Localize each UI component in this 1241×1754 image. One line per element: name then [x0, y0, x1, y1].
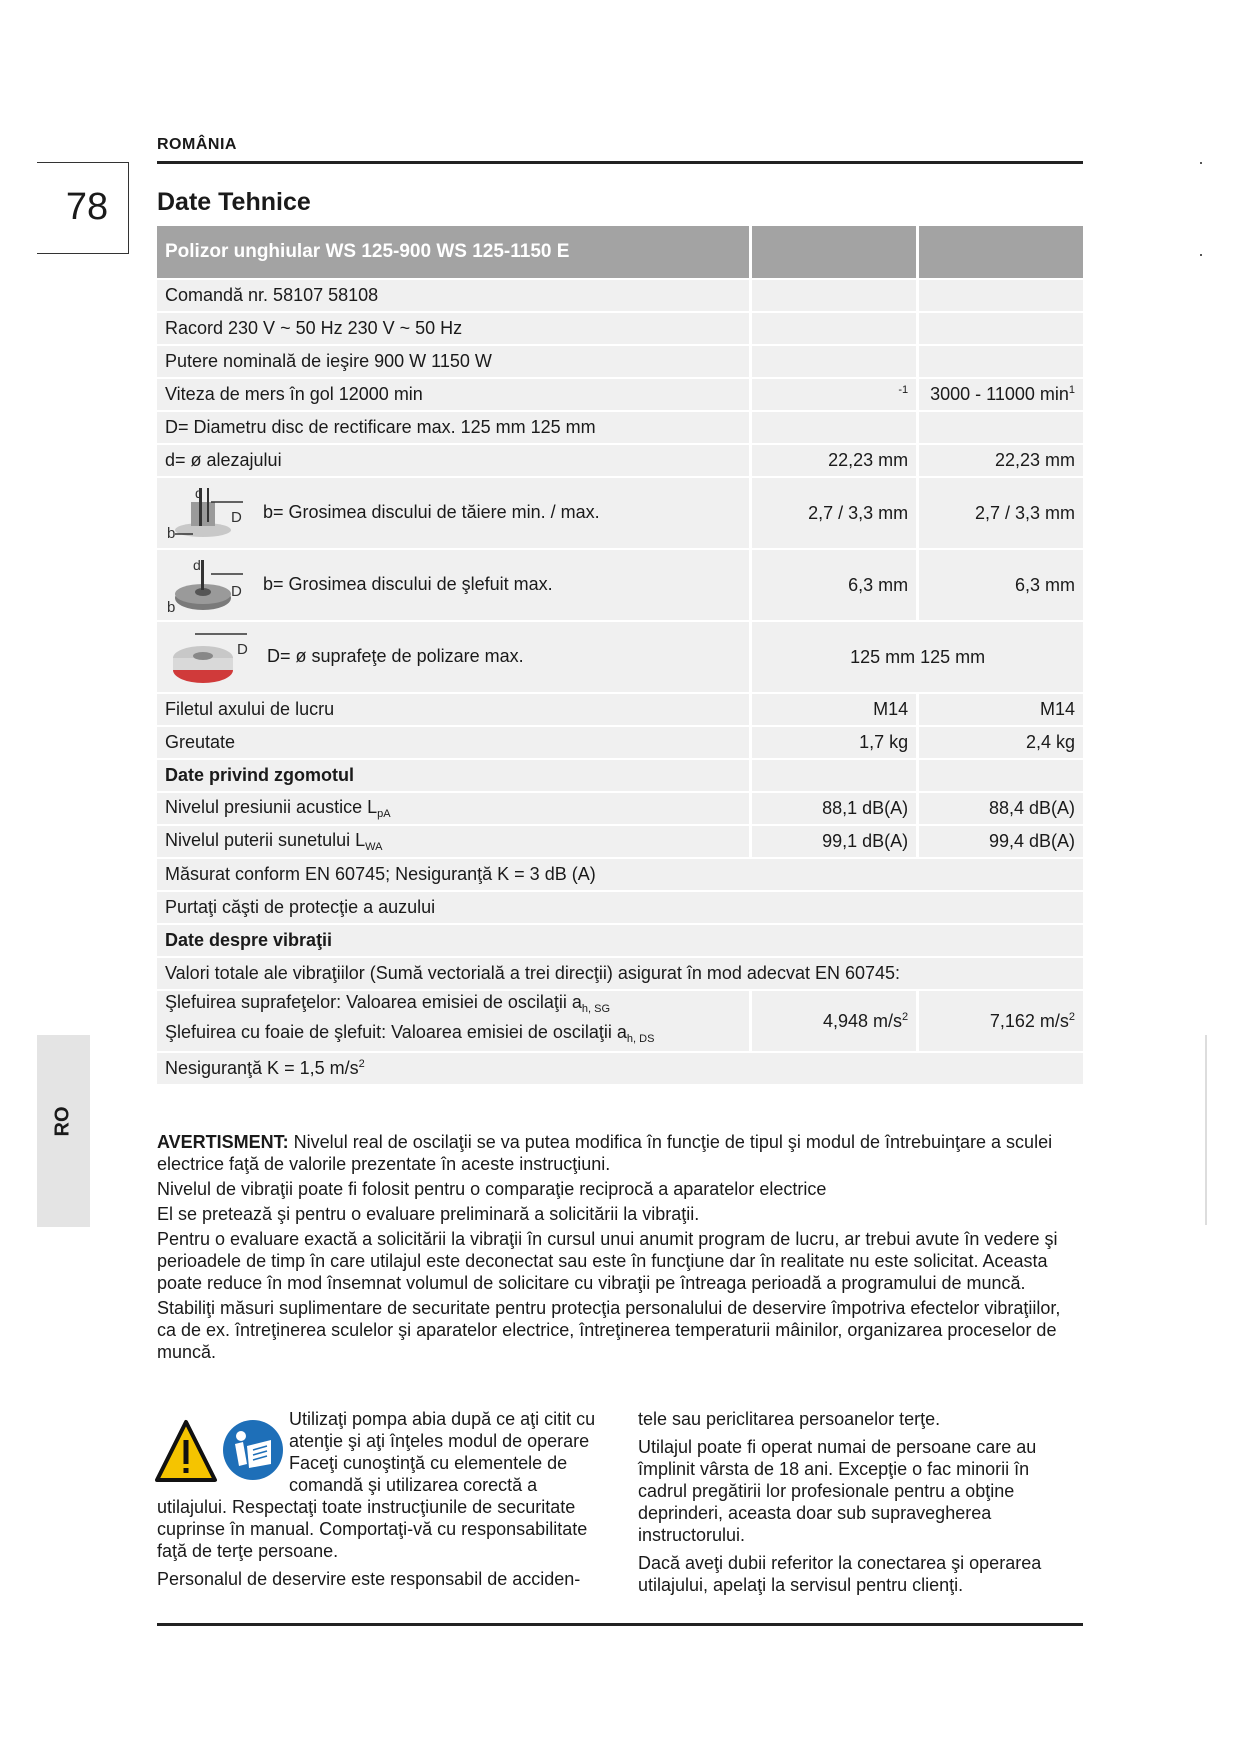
svg-text:D: D [231, 583, 242, 600]
instruction-paragraph: tele sau periclitarea persoanelor terţe. [638, 1409, 941, 1429]
svg-text:D: D [231, 509, 242, 526]
polishing-disc-icon [165, 626, 255, 688]
table-row: Nivelul presiunii acustice $L_{pA}$ 88,1 dB(A) 88,4 dB(A) [157, 793, 1083, 826]
table-row: d= ø alezajului 22,23 mm 22,23 mm [157, 445, 1083, 478]
table-row: D d b b= Grosimea discului de tăiere min. / max. 2,7 / 3,3 mm 2,7 / 3,3 mm [157, 478, 1083, 550]
table-header-title: Polizor unghiular WS 125-900 WS 125-1150 E [157, 226, 749, 280]
table-row: Date despre vibraţii [157, 925, 1083, 958]
instruction-paragraph: Utilajul poate fi operat numai de persoane care au împlinit vârsta de 18 ani. Excepţie o fac minorii în cadrul pregătirii lor profesionale pentru a obţine deprinderi, aceasta doar sub supravegherea instructorului. [638, 1437, 1037, 1545]
table-row: Nesiguranţă K = 1,5 $m/s^2$ [157, 1053, 1083, 1086]
warning-paragraph: Stabiliţi măsuri suplimentare de securitate pentru protecţia personalului de deservire împotriva efectelor vibraţiilor, ca de ex. întreţinerea sculelor şi aparatelor electrice, întreţinerea temperaturii mâinilor, organizarea proceselor de muncă. [157, 1298, 1061, 1362]
warning-paragraph: Pentru o evaluare exactă a solicitării la vibraţii în cursul unui anumit program de lucru, ar trebui avute în vedere şi perioadele de timp în care utilajul este deconectat sau este în funcţiune dar în realitate nu este solicitat. Aceasta poate reduce în mod însemnat volumul de solicitare cu vibraţii pe întreaga perioadă a programului de muncă. [157, 1229, 1058, 1293]
spec-table [157, 226, 1083, 1086]
country-label: ROMÂNIA [157, 136, 237, 153]
svg-text:d: d [193, 557, 201, 573]
cutting-disc-icon [165, 482, 251, 544]
section-title: Date Tehnice [157, 188, 311, 216]
read-manual-icon [223, 1420, 283, 1480]
table-row: Putere nominală de ieşire 900 W 1150 W [157, 346, 1083, 379]
safety-icons [155, 1408, 285, 1490]
svg-text:d: d [195, 485, 203, 501]
warning-paragraph: El se pretează şi pentru o evaluare preliminară a solicitării la vibraţii. [157, 1204, 700, 1224]
grinding-disc-icon [165, 554, 251, 616]
instruction-paragraph: Utilizaţi pompa abia după ce aţi citit cu atenţie şi aţi înţeles modul de operare Faceţi cunoştinţă cu elementele de comandă şi utilizarea corectă a utilajului. Respectaţi toate instrucţiunile de securitate cuprinse în manual. Comportaţi-vă cu responsabilitate faţă de terţe persoane. [157, 1409, 596, 1561]
svg-text:b: b [167, 599, 176, 616]
table-row: D D= ø suprafeţe de polizare max. 125 mm 125 mm [157, 622, 1083, 694]
table-row: Comandă nr. 58107 58108 [157, 280, 1083, 313]
table-row: Valori totale ale vibraţiilor (Sumă vectorială a trei direcţii) asigurat în mod adecvat EN 60745: [157, 958, 1083, 991]
table-header-row [157, 226, 1083, 280]
table-row: Purtaţi căşti de protecţie a auzului [157, 892, 1083, 925]
bottom-divider [157, 1623, 1083, 1626]
table-row: Viteza de mers în gol 12000 min $^{-1}$ 3000 - 11000 $\min^1$ [157, 379, 1083, 412]
warning-triangle-icon [157, 1422, 215, 1480]
instructions-left-column [157, 1408, 607, 1596]
table-row: D= Diametru disc de rectificare max. 125 mm 125 mm [157, 412, 1083, 445]
edge-mark [1200, 162, 1202, 164]
edge-mark [1200, 254, 1202, 256]
table-row: Şlefuirea suprafeţelor: Valoarea emisiei de oscilaţii $a_{h, SG}$ Şlefuirea cu foaie de şlefuit: Valoarea emisiei de oscilaţii $a_{h, DS}$ 4,948 $m/s^2$ 7,162 $m/s^2$ [157, 991, 1083, 1053]
instructions-right-column [638, 1408, 1083, 1602]
language-tab-label: RO [51, 1106, 74, 1137]
warning-label: AVERTISMENT: [157, 1132, 289, 1152]
svg-text:b: b [167, 525, 176, 542]
page-number: 78 [65, 186, 109, 228]
svg-text:D: D [237, 641, 248, 658]
instruction-paragraph: Personalul de deservire este responsabil de acciden- [157, 1569, 581, 1589]
table-row: Măsurat conform EN 60745; Nesiguranţă K = 3 dB (A) [157, 859, 1083, 892]
table-row: Greutate 1,7 kg 2,4 kg [157, 727, 1083, 760]
table-row: Racord 230 V ~ 50 Hz 230 V ~ 50 Hz [157, 313, 1083, 346]
instruction-paragraph: Dacă aveţi dubii referitor la conectarea şi operarea utilajului, apelaţi la servisul pentru clienţi. [638, 1553, 1042, 1595]
table-row: D d b b= Grosimea discului de şlefuit max. 6,3 mm 6,3 mm [157, 550, 1083, 622]
table-row: Filetul axului de lucru M14 M14 [157, 694, 1083, 727]
table-row: Date privind zgomotul [157, 760, 1083, 793]
edge-line [1205, 1035, 1207, 1225]
table-row: Nivelul puterii sunetului $L_{WA}$ 99,1 dB(A) 99,4 dB(A) [157, 826, 1083, 859]
warning-paragraph: Nivelul de vibraţii poate fi folosit pentru o comparaţie reciprocă a aparatelor electrice [157, 1179, 827, 1199]
vibration-warning: AVERTISMENT: Nivelul real de oscilaţii se va putea modifica în funcţie de tipul şi modul de întrebuinţare a sculei electrice faţă de valorile prezentate în aceste instrucţiuni. Nivelul de vibraţii poate fi folosit pentru o comparaţie reciprocă a aparatelor electrice El se pretează şi pentru o evaluare preliminară a solicitării la vibraţii. Pentru o evaluare exactă a solicitării la vibraţii în cursul unui anumit program de lucru, ar trebui avute în vedere şi perioadele de timp în care utilajul este deconectat sau este în funcţiune dar în realitate nu este solicitat. Aceasta poate reduce în mod însemnat volumul de solicitare cu vibraţii pe întreaga perioadă a programului de muncă. Stabiliţi măsuri suplimentare de securitate pentru protecţia personalului de deservire împotriva efectelor vibraţiilor, ca de ex. întreţinerea sculelor şi aparatelor electrice, întreţinerea temperaturii mâinilor, organizarea proceselor de muncă. [157, 1131, 1083, 1366]
top-divider [157, 161, 1083, 164]
